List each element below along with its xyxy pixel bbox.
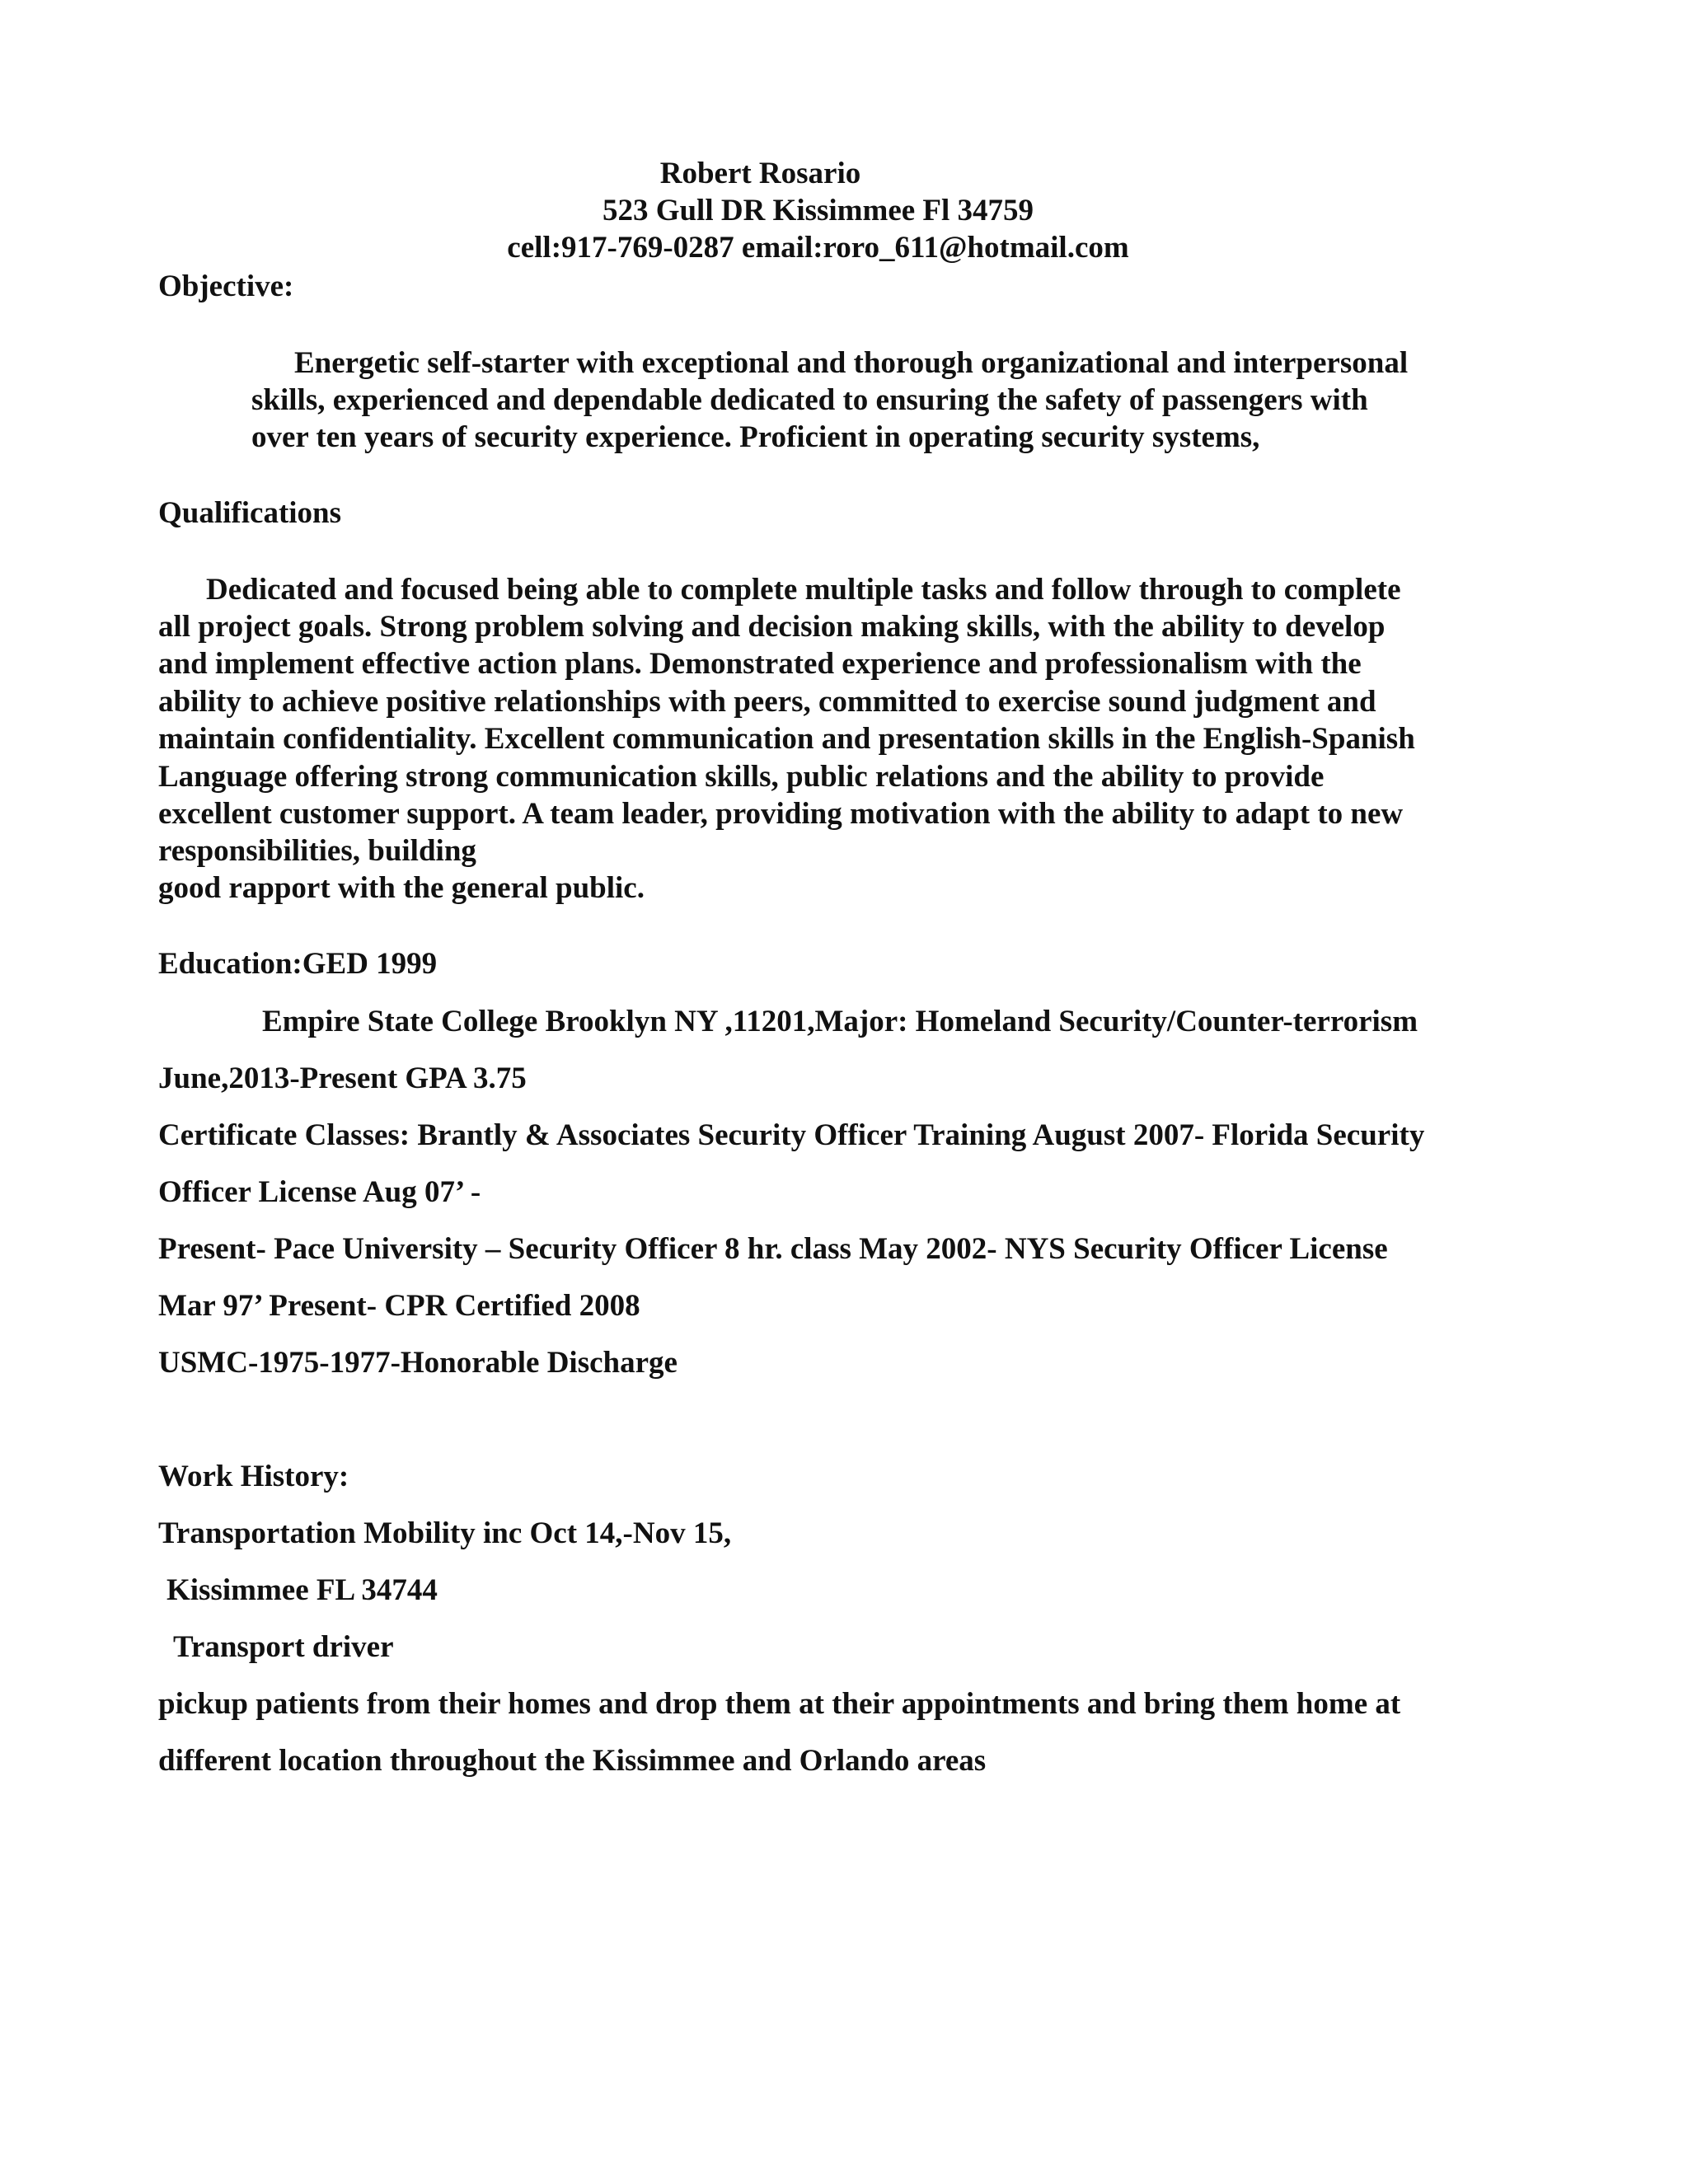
work-history-line-1: Transportation Mobility inc Oct 14,-Nov 15, — [158, 1516, 732, 1550]
qualifications-line-3: and implement effective action plans. Demonstrated experience and professionalism with the — [158, 647, 1362, 681]
work-history-heading: Work History: — [158, 1460, 349, 1493]
work-history-line-4: pickup patients from their homes and drop them at their appointments and bring them home at — [158, 1687, 1401, 1721]
qualifications-line-8: responsibilities, building — [158, 834, 476, 868]
resume-contact: cell:917-769-0287 email:roro_611@hotmail.com — [507, 231, 1129, 265]
qualifications-line-9: good rapport with the general public. — [158, 871, 645, 905]
resume-name: Robert Rosario — [659, 157, 861, 190]
qualifications-line-2: all project goals. Strong problem solving and decision making skills, with the ability to develop — [158, 610, 1386, 644]
objective-line-1: Energetic self-starter with exceptional and thorough organizational and interpersonal — [294, 346, 1409, 380]
qualifications-line-5: maintain confidentiality. Excellent communication and presentation skills in the English-Spanish — [158, 722, 1415, 756]
education-heading: Education:GED 1999 — [158, 947, 438, 981]
education-line-5: Present- Pace University – Security Officer 8 hr. class May 2002- NYS Security Officer License — [158, 1232, 1388, 1266]
work-history-line-5: different location throughout the Kissimmee and Orlando areas — [158, 1744, 987, 1778]
education-line-6: Mar 97’ Present- CPR Certified 2008 — [158, 1289, 640, 1323]
qualifications-heading: Qualifications — [158, 496, 342, 530]
work-history-line-2: Kissimmee FL 34744 — [166, 1573, 438, 1607]
education-line-1: Empire State College Brooklyn NY ,11201,Major: Homeland Security/Counter-terrorism — [262, 1005, 1418, 1038]
qualifications-line-4: ability to achieve positive relationships with peers, committed to exercise sound judgment and — [158, 685, 1376, 719]
qualifications-line-1: Dedicated and focused being able to complete multiple tasks and follow through to complete — [206, 573, 1401, 607]
objective-heading: Objective: — [158, 269, 294, 303]
education-line-4: Officer License Aug 07’ - — [158, 1175, 481, 1209]
work-history-line-3: Transport driver — [173, 1630, 394, 1664]
qualifications-line-6: Language offering strong communication skills, public relations and the ability to provide — [158, 760, 1325, 794]
objective-line-3: over ten years of security experience. Proficient in operating security systems, — [251, 420, 1260, 454]
education-line-2: June,2013-Present GPA 3.75 — [158, 1062, 527, 1095]
education-line-3: Certificate Classes: Brantly & Associates Security Officer Training August 2007- Florida Security — [158, 1118, 1425, 1152]
education-line-7: USMC-1975-1977-Honorable Discharge — [158, 1346, 678, 1380]
resume-address: 523 Gull DR Kissimmee Fl 34759 — [602, 194, 1034, 227]
objective-line-2: skills, experienced and dependable dedicated to ensuring the safety of passengers with — [251, 383, 1368, 417]
qualifications-line-7: excellent customer support. A team leader, providing motivation with the ability to adapt to new — [158, 797, 1404, 831]
